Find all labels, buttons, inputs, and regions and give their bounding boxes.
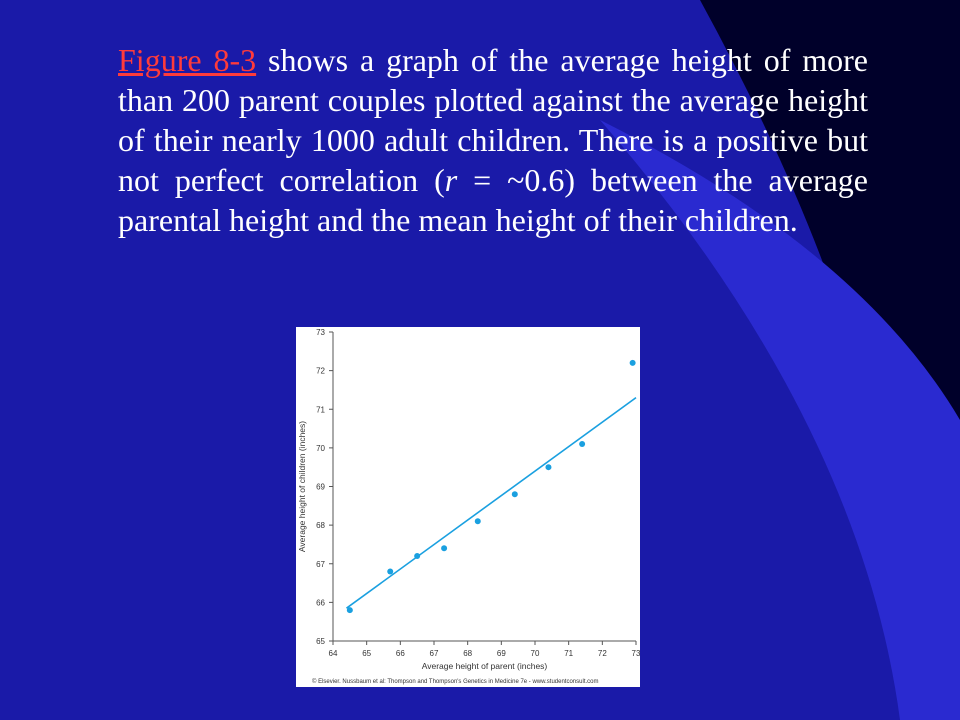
x-tick-label: 71 xyxy=(564,649,574,658)
data-point xyxy=(347,607,353,613)
data-point xyxy=(545,464,551,470)
figure-caption: © Elsevier. Nussbaum et al: Thompson and Thompson's Genetics in Medicine 7e - www.studentconsult.com xyxy=(312,679,599,685)
x-tick-label: 72 xyxy=(597,649,607,658)
chart-labels-group xyxy=(297,328,640,685)
x-tick-label: 70 xyxy=(530,649,540,658)
x-tick-label: 65 xyxy=(362,649,372,658)
figure-link[interactable]: Figure 8-3 xyxy=(118,42,257,78)
scatter-chart xyxy=(296,327,640,687)
y-tick-label: 69 xyxy=(316,482,325,492)
x-tick-label: 67 xyxy=(429,649,439,658)
x-tick-label: 68 xyxy=(463,649,473,658)
body-text-part-1: shows a graph of the average height of more than 200 parent couples plotted against the average height of their nearly 1000 adult children. There is a positive but not perfect correlation ( xyxy=(118,42,869,198)
body-text-part-2: = ~0.6) between the average parental height and the mean height of their children. xyxy=(118,162,869,238)
y-tick-label: 72 xyxy=(316,366,325,376)
data-point xyxy=(512,491,518,497)
data-point xyxy=(475,518,481,524)
y-tick-label: 71 xyxy=(316,405,325,415)
x-axis-label: Average height of parent (inches) xyxy=(421,661,548,671)
data-point xyxy=(414,553,420,559)
data-point xyxy=(579,441,585,447)
slide-body-text xyxy=(118,40,868,240)
y-tick-label: 70 xyxy=(316,443,325,453)
data-point xyxy=(441,545,447,551)
data-point xyxy=(387,568,393,574)
chart-axes xyxy=(329,332,636,645)
y-axis-label: Average height of children (inches) xyxy=(297,420,307,553)
data-points-group xyxy=(347,360,636,613)
y-tick-label: 73 xyxy=(316,328,325,337)
x-tick-label: 66 xyxy=(395,649,405,658)
body-text-r-symbol: r xyxy=(444,162,458,198)
x-tick-label: 69 xyxy=(496,649,506,658)
y-tick-label: 67 xyxy=(316,559,325,569)
trendline xyxy=(346,398,636,609)
trendline-group xyxy=(346,398,636,609)
y-tick-label: 68 xyxy=(316,521,325,531)
x-tick-label: 64 xyxy=(328,649,338,658)
x-tick-label: 73 xyxy=(631,649,640,658)
figure-panel xyxy=(296,327,640,687)
y-tick-label: 65 xyxy=(316,637,325,646)
y-tick-label: 66 xyxy=(316,598,325,608)
data-point xyxy=(630,360,636,366)
